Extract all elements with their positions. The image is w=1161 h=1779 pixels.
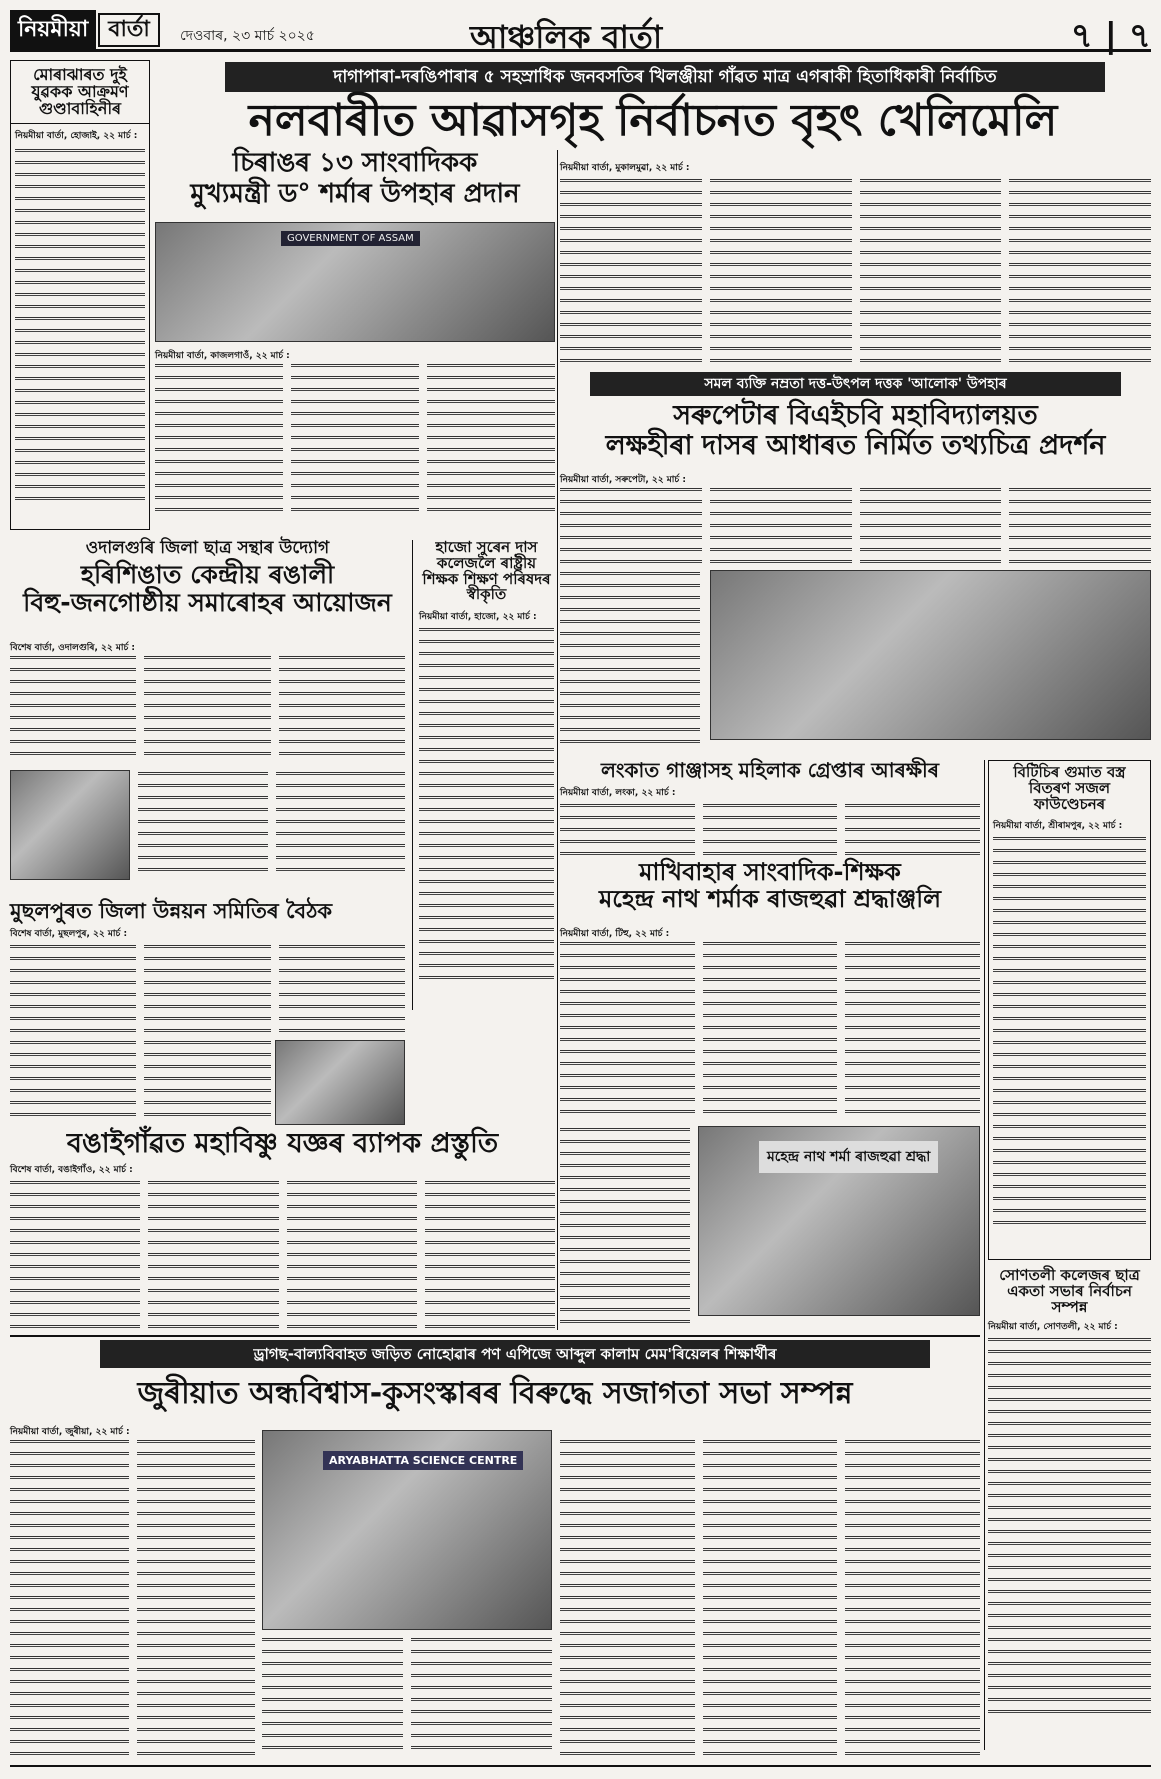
left-story (10, 60, 150, 530)
story4-title-1: হৰিশিঙাত কেন্দ্ৰীয় ৰঙালী (80, 559, 335, 589)
newspaper-logo: নিয়মীয়া বাৰ্তা (10, 12, 160, 48)
story11-dateline: নিয়মীয়া বাৰ্তা, সোণতলী, ২২ মাৰ্চ : (988, 1322, 1118, 1333)
left-story-title: মোৰাঝাৰত দুই যুৱকক আক্ৰমণ গুণ্ডাবাহিনীৰ (11, 61, 149, 124)
section-title: আঞ্চলিক বাৰ্তা (470, 18, 663, 56)
story11-body (988, 1336, 1151, 1716)
story1-title-1: চিৰাঙৰ ১৩ সাংবাদিকক (232, 148, 478, 178)
story5-body (419, 626, 554, 986)
story3-dateline: নিয়মীয়া বাৰ্তা, সৰুপেটা, ২২ মাৰ্চ : (560, 475, 686, 485)
story7-title-1: মাখিবাহাৰ সাংবাদিক-শিক্ষক (639, 858, 901, 886)
story-hajo (412, 540, 554, 1010)
story-sonatali (988, 1268, 1151, 1748)
story7-photo (698, 1126, 980, 1316)
story10-body (10, 1179, 555, 1329)
issue-date: দেওবাৰ, ২৩ মাৰ্চ ২০২৫ (180, 28, 315, 44)
story9-dateline: বিশেষ বাৰ্তা, মুছলপুৰ, ২২ মাৰ্চ : (10, 929, 128, 940)
story9-photo (275, 1040, 405, 1125)
masthead (10, 8, 1151, 56)
photo-banner-text: GOVERNMENT OF ASSAM (281, 231, 420, 246)
story5-title: হাজো সুৰেন দাস কলেজলৈ ৰাষ্ট্ৰীয় শিক্ষক শিক্ষণ পৰিষদৰ স্বীকৃতি (422, 538, 551, 604)
story-btc (988, 760, 1151, 1260)
story-harishinga (10, 540, 405, 890)
story7-title-2: মহেন্দ্ৰ নাথ শৰ্মাক ৰাজহুৱা শ্ৰদ্ধাঞ্জলি (598, 885, 942, 914)
story-lanka (560, 760, 980, 855)
story-chirang (155, 150, 555, 520)
story12-title: জুৰীয়াত অন্ধবিশ্বাস-কুসংস্কাৰৰ বিৰুদ্ধে সজাগতা সভা সম্পন্ন (137, 1376, 853, 1411)
left-story-dateline: নিয়মীয়া বাৰ্তা, হোজাই, ২২ মাৰ্চ : (15, 131, 138, 142)
story3-photo (710, 570, 1151, 740)
story12-body-2 (262, 1636, 552, 1758)
story1-title-2: মুখ্যমন্ত্ৰী ড° শৰ্মাৰ উপহাৰ প্ৰদান (190, 179, 520, 210)
bottom-rule (10, 1765, 1151, 1767)
story4-photo (10, 770, 130, 880)
story6-body (560, 802, 980, 857)
story12-body-3 (560, 1438, 980, 1758)
story3-body-cont (560, 570, 700, 748)
story11-title: সোণতলী কলেজৰ ছাত্ৰ একতা সভাৰ নিৰ্বাচন সম্পন্ন (999, 1266, 1140, 1316)
story1-dateline: নিয়মীয়া বাৰ্তা, কাজলগাওঁ, ২২ মাৰ্চ : (155, 351, 290, 361)
left-story-body (15, 147, 145, 507)
story3-kicker: সমল ব্যক্তি নম্ৰতা দত্ত-উৎপল দত্তক 'আলোক' উপহাৰ (590, 372, 1121, 396)
story1-body (155, 362, 555, 517)
main-headline: নলবাৰীত আৱাসগৃহ নিৰ্বাচনত বৃহৎ খেলিমেলি (248, 95, 1058, 146)
story10-dateline: বিশেষ বাৰ্তা, বঙাইগাঁও, ২২ মাৰ্চ : (10, 1165, 133, 1176)
story4-dateline: বিশেষ বাৰ্তা, ওদালগুৰি, ২২ মাৰ্চ : (10, 643, 136, 653)
story7-body (560, 940, 980, 1120)
photo-banner-text: মহেন্দ্ৰ নাথ শৰ্মা ৰাজহুৱা শ্ৰদ্ধা (759, 1141, 938, 1173)
column-divider (984, 760, 985, 1750)
story2-body (560, 177, 1151, 367)
story12-kicker: ড্ৰাগছ-বাল্যবিবাহত জড়িত নোহোৱাৰ পণ এপিজে আব্দুল কালাম মেম'ৰিয়েলৰ শিক্ষাৰ্থীৰ (100, 1340, 930, 1368)
story-mukalmua (560, 160, 1151, 365)
story10-title: বঙাইগাঁৱত মহাবিষ্ণু যজ্ঞৰ ব্যাপক প্ৰস্তুতি (66, 1128, 499, 1159)
story7-body-cont (560, 1126, 690, 1326)
story8-dateline: নিয়মীয়া বাৰ্তা, শ্ৰীৰামপুৰ, ২২ মাৰ্চ : (993, 821, 1123, 832)
section-divider (10, 1335, 980, 1337)
story4-body-2 (138, 770, 405, 880)
story4-kicker: ওদালগুৰি জিলা ছাত্ৰ সন্থাৰ উদ্যোগ (85, 538, 330, 558)
story8-title: বিটিচিৰ গুমাত বস্ত্ৰ বিতৰণ সজল ফাউণ্ডেচনৰ (1013, 763, 1126, 813)
story6-dateline: নিয়মীয়া বাৰ্তা, লংকা, ২২ মাৰ্চ : (560, 788, 676, 798)
story7-dateline: নিয়মীয়া বাৰ্তা, টিহু, ২২ মাৰ্চ : (560, 929, 670, 939)
story12-photo (262, 1430, 552, 1630)
story-makhibaha (560, 860, 980, 1330)
photo-banner-text: ARYABHATTA SCIENCE CENTRE (323, 1451, 523, 1470)
story3-title-1: সৰুপেটাৰ বিএইচবি মহাবিদ্যালয়ত (673, 400, 1038, 431)
story4-body (10, 654, 405, 764)
story6-title: লংকাত গাঞ্জাসহ মহিলাক গ্ৰেপ্তাৰ আৰক্ষীৰ (600, 758, 940, 782)
top-kicker-strip: দাগাপাৰা-দৰঙিপাৰাৰ ৫ সহস্ৰাধিক জনবসতিৰ খিলঞ্জীয়া গাঁৱত মাত্ৰ এগৰাকী হিতাধিকাৰী নিৰ্বাচিত (225, 62, 1105, 92)
story3-body (560, 486, 1151, 566)
column-divider (557, 150, 558, 1330)
page-number: ৭ | ৭ (1070, 16, 1151, 56)
story2-dateline: নিয়মীয়া বাৰ্তা, মুকালমুৱা, ২২ মাৰ্চ : (560, 163, 690, 173)
story-sarupeta (560, 372, 1151, 752)
story8-body (993, 835, 1146, 1225)
story9-title: মুছলপুৰত জিলা উন্নয়ন সমিতিৰ বৈঠক (10, 899, 333, 923)
story12-dateline: নিয়মীয়া বাৰ্তা, জুৰীয়া, ২২ মাৰ্চ : (10, 1427, 130, 1437)
story-bongaigaon (10, 1130, 555, 1330)
story1-photo (155, 222, 555, 342)
story3-title-2: লক্ষহীৰা দাসৰ আধাৰত নিৰ্মিত তথ্যচিত্ৰ প্ৰদৰ্শন (605, 430, 1106, 462)
story12-body (10, 1438, 255, 1758)
story4-title-2: বিহু-জনগোষ্ঠীয় সমাৰোহৰ আয়োজন (23, 588, 392, 618)
story5-dateline: নিয়মীয়া বাৰ্তা, হাজো, ২২ মাৰ্চ : (419, 612, 537, 622)
